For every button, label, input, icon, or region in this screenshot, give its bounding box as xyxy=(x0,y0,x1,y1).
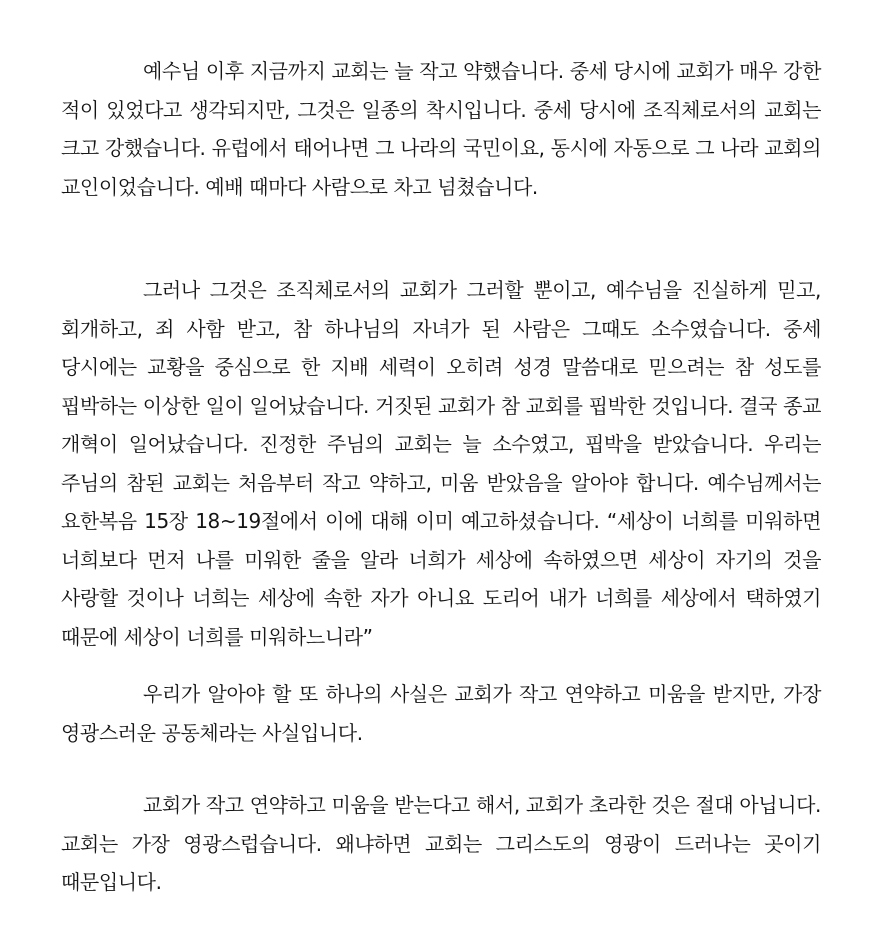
paragraph-1: 예수님 이후 지금까지 교회는 늘 작고 약했습니다. 중세 당시에 교회가 매우 강한 적이 있었다고 생각되지만, 그것은 일종의 착시입니다. 중세 당시에 조직체로서의 교회는 크고 강했습니다. 유럽에서 태어나면 그 나라의 국민이요, 동시에 자동으로 그 나라 교회의 교인이었습니다. 예배 때마다 사람으로 차고 넘쳤습니다. xyxy=(61,59,821,199)
paragraph-2: 그러나 그것은 조직체로서의 교회가 그러할 뿐이고, 예수님을 진실하게 믿고, 회개하고, 죄 사함 받고, 참 하나님의 자녀가 된 사람은 그때도 소수였습니다. 중세 당시에는 교황을 중심으로 한 지배 세력이 오히려 성경 말씀대로 믿으려는 참 성도를 핍박하는 이상한 일이 일어났습니다. 거짓된 교회가 참 교회를 핍박한 것입니다. 결국 종교 개혁이 일어났습니다. 진정한 주님의 교회는 늘 소수였고, 핍박을 받았습니다. 우리는 주님의 참된 교회는 처음부터 작고 약하고, 미움 받았음을 알아야 합니다. 예수님께서는 요한복음 15장 18~19절에서 이에 대해 이미 예고하셨습니다. “세상이 너희를 미워하면 너희보다 먼저 나를 미워한 줄을 알라 너희가 세상에 속하였으면 세상이 자기의 것을 사랑할 것이나 너희는 세상에 속한 자가 아니요 도리어 내가 너희를 세상에서 택하였기 때문에 세상이 너희를 미워하느니라” xyxy=(61,278,821,649)
paragraph-4: 교회가 작고 연약하고 미움을 받는다고 해서, 교회가 초라한 것은 절대 아닙니다. 교회는 가장 영광스럽습니다. 왜냐하면 교회는 그리스도의 영광이 드러나는 곳이기 때문입니다. xyxy=(61,793,821,894)
paragraph-3: 우리가 알아야 할 또 하나의 사실은 교회가 작고 연약하고 미움을 받지만, 가장 영광스러운 공동체라는 사실입니다. xyxy=(61,682,821,745)
